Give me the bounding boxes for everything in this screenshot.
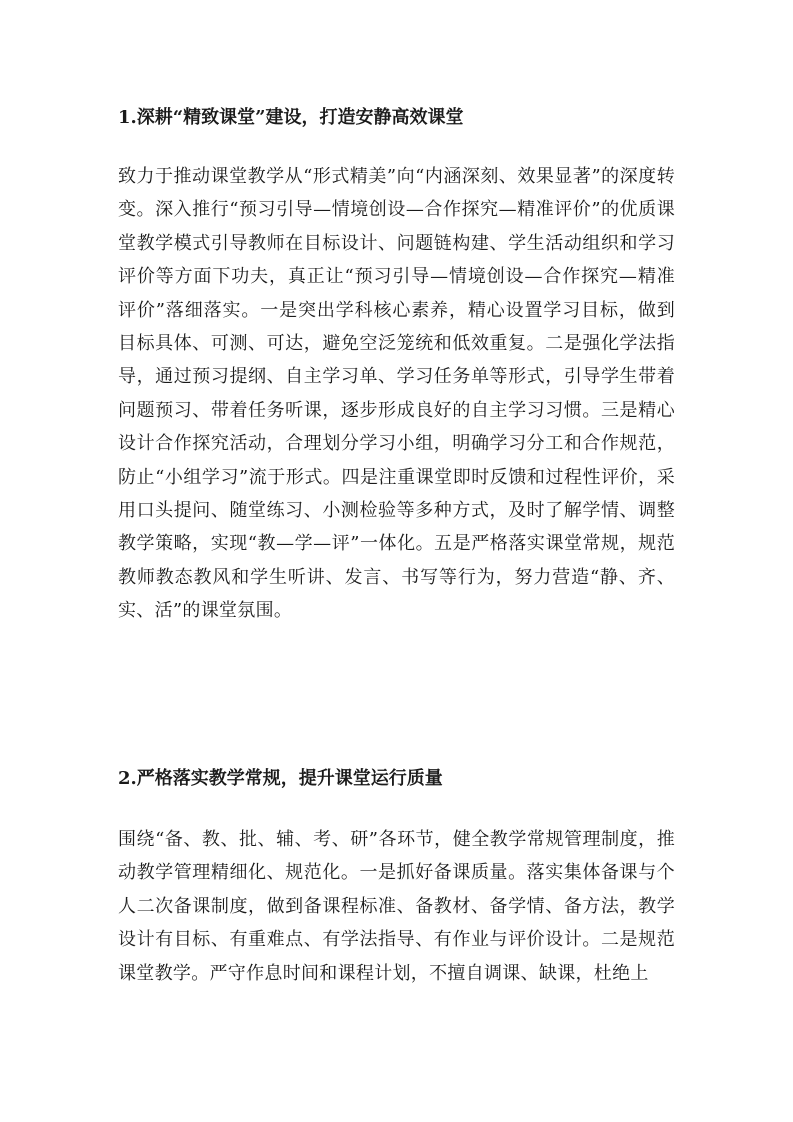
section-1-paragraph: 致力于推动课堂教学从“形式精美”向“内涵深刻、效果显著”的深度转变。深入推行“预习引导—情境创设—合作探究—精准评价”的优质课堂教学模式引导教师在目标设计、问题链构建、学生活动组织和学习评价等方面下功夫，真正让“预习引导—情境创设—合作探究—精准评价”落细落实。一是突出学科核心素养，精心设置学习目标，做到目标具体、可测、可达，避免空泛笼统和低效重复。二是强化学法指导，通过预习提纲、自主学习单、学习任务单等形式，引导学生带着问题预习、带着任务听课，逐步形成良好的自主学习习惯。三是精心设计合作探究活动，合理划分学习小组，明确学习分工和合作规范，防止“小组学习”流于形式。四是注重课堂即时反馈和过程性评价，采用口头提问、随堂练习、小测检验等多种方式，及时了解学情、调整教学策略，实现“教—学—评”一体化。五是严格落实课堂常规，规范教师教态教风和学生听讲、发言、书写等行为，努力营造“静、齐、实、活”的课堂氛围。 <box>118 166 675 622</box>
section-2-paragraph: 围绕“备、教、批、辅、考、研”各环节，健全教学常规管理制度，推动教学管理精细化、规范化。一是抓好备课质量。落实集体备课与个人二次备课制度，做到备课程标准、备教材、备学情、备方法，教学设计有目标、有重难点、有学法指导、有作业与评价设计。二是规范课堂教学。严守作息时间和课程计划，不擅自调课、缺课，杜绝上 <box>118 829 675 984</box>
section-2-heading: 2.严格落实教学常规，提升课堂运行质量 <box>118 768 443 789</box>
section-1-heading: 1.深耕“精致课堂”建设，打造安静高效课堂 <box>118 107 464 128</box>
